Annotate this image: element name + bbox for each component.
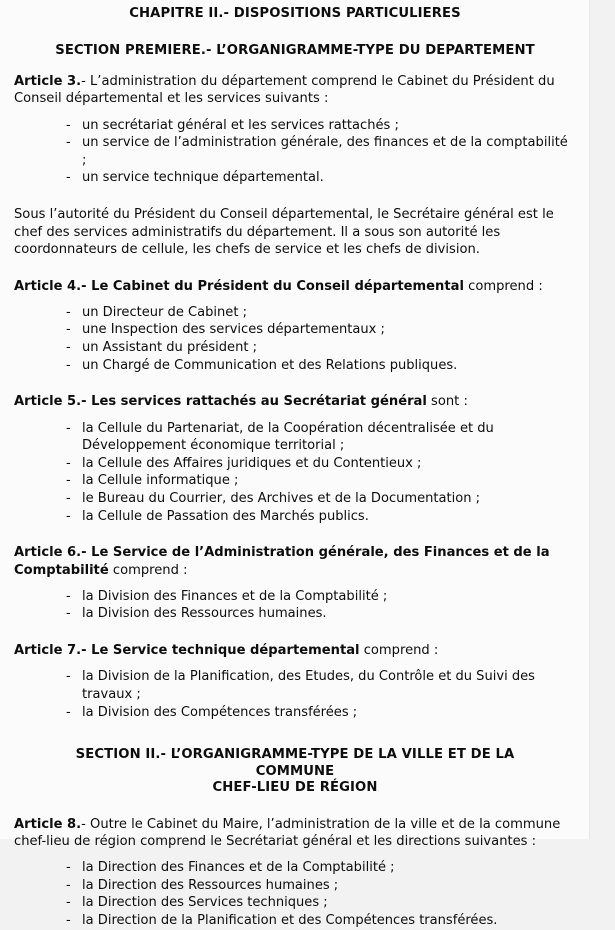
list-item (14, 117, 576, 135)
list-item (14, 472, 576, 490)
list-item-label: la Division des Finances et de la Comptabilité ; (82, 588, 388, 604)
article-4-list (14, 304, 576, 374)
list-item (14, 357, 576, 375)
dash-marker: - (66, 170, 71, 186)
dash-marker: - (66, 704, 71, 720)
article-3-paragraph (14, 73, 576, 108)
dash-marker: - (66, 669, 71, 685)
dash-marker: - (66, 588, 71, 604)
section-two-heading-line-2: CHEF-LIEU DE RÉGION (212, 780, 378, 796)
list-item (14, 490, 576, 508)
dash-marker: - (66, 117, 71, 133)
list-item-label: un service de l’administration générale, des finances et de la comptabilité ; (82, 135, 568, 168)
dash-marker: - (66, 357, 71, 373)
article-3-lead: Article 3. (14, 74, 82, 89)
article-7-body: comprend : (359, 643, 439, 659)
dash-marker: - (66, 860, 71, 876)
list-item-label: la Division des Ressources humaines. (82, 606, 327, 622)
article-4-paragraph (14, 278, 576, 295)
article-4-lead: Article 4.- Le Cabinet du Président du Conseil départemental (14, 278, 464, 294)
list-item-label: la Cellule des Affaires juridiques et du Contentieux ; (82, 455, 422, 471)
list-item (14, 169, 576, 187)
article-6-paragraph (14, 544, 576, 579)
article-6-body: comprend : (108, 562, 188, 578)
list-item-label: la Cellule informatique ; (82, 473, 239, 489)
page-edge-seam (589, 0, 590, 839)
dash-marker: - (66, 322, 71, 338)
list-item-label: un Assistant du président ; (82, 340, 258, 356)
dash-marker: - (66, 895, 71, 911)
list-item-label: la Division de la Planification, des Etudes, du Contrôle et du Suivi des travaux ; (82, 669, 535, 702)
list-item (14, 339, 576, 357)
list-item-label: la Cellule de Passation des Marchés publics. (82, 508, 369, 524)
dash-marker: - (66, 304, 71, 320)
list-item-label: la Division des Compétences transférées ; (82, 704, 358, 720)
article-5-lead: Article 5.- Les services rattachés au Secrétariat général (14, 394, 427, 410)
dash-marker: - (66, 135, 71, 151)
dash-marker: - (66, 340, 71, 356)
article-7-lead: Article 7.- Le Service technique départemental (14, 643, 360, 659)
list-item (14, 894, 576, 912)
article-8-body: - Outre le Cabinet du Maire, l’administration de la ville et de la commune chef-lieu de région comprend le Secrétariat général et les directions suivantes : (14, 816, 561, 849)
dash-marker: - (66, 420, 71, 436)
list-item-label: la Direction des Finances et de la Comptabilité ; (82, 860, 395, 876)
list-item (14, 704, 576, 722)
list-item (14, 912, 576, 930)
dash-marker: - (66, 913, 71, 929)
list-item-label: un Directeur de Cabinet ; (82, 304, 247, 320)
list-item-label: une Inspection des services départementaux ; (82, 322, 385, 338)
article-8-lead: Article 8. (14, 816, 82, 832)
section-two-heading-line-1: SECTION II.- L’ORGANIGRAMME-TYPE DE LA VILLE ET DE LA COMMUNE (75, 747, 515, 779)
secretaire-general-paragraph: Sous l’autorité du Président du Conseil départemental, le Secrétaire général est le chef des services administratifs du département. Il a sous son autorité les coordonnateurs de cellule, les chefs de service et les chefs de division. (14, 207, 554, 258)
dash-marker: - (66, 455, 71, 471)
dash-marker: - (66, 473, 71, 489)
dash-marker: - (66, 491, 71, 507)
list-item (14, 588, 576, 606)
list-item (14, 859, 576, 877)
section-two-heading (14, 747, 576, 797)
list-item-label: la Direction des Services techniques ; (82, 895, 328, 911)
article-5-list (14, 420, 576, 526)
article-4-body: comprend : (463, 278, 543, 294)
list-item (14, 455, 576, 473)
list-item-label: un Chargé de Communication et des Relations publiques. (82, 357, 458, 373)
list-item-label: la Direction de la Planification et des Compétences transférées. (82, 913, 498, 929)
list-item-label: la Direction des Ressources humaines ; (82, 877, 339, 893)
list-item-label: la Cellule du Partenariat, de la Coopération décentralisée et du Développement économique territorial ; (82, 420, 494, 454)
article-6-list (14, 588, 576, 623)
chapter-heading: CHAPITRE II.- DISPOSITIONS PARTICULIERES (129, 6, 461, 21)
article-6-lead: Article 6.- Le Service de l’Administration générale, des Finances et de la Comptabilité (14, 545, 550, 578)
article-5-paragraph (14, 393, 576, 410)
article-3-list (14, 117, 576, 187)
list-item-label: le Bureau du Courrier, des Archives et de la Documentation ; (82, 491, 481, 507)
dash-marker: - (66, 606, 71, 622)
dash-marker: - (66, 508, 71, 524)
list-item-label: un secrétariat général et les services rattachés ; (82, 117, 399, 133)
list-item-label: un service technique départemental. (82, 170, 324, 186)
article-8-list (14, 859, 576, 929)
list-item (14, 877, 576, 895)
article-7-paragraph (14, 642, 576, 659)
list-item (14, 321, 576, 339)
article-7-list (14, 668, 576, 721)
list-item (14, 668, 576, 703)
list-item (14, 605, 576, 623)
list-item (14, 420, 576, 455)
article-3-body: - L’administration du département comprend le Cabinet du Président du Conseil départemental et les services suivants : (14, 74, 555, 107)
list-item (14, 508, 576, 526)
section-one-heading: SECTION PREMIERE.- L’ORGANIGRAMME-TYPE DU DEPARTEMENT (55, 42, 535, 58)
article-8-paragraph (14, 816, 576, 851)
list-item (14, 134, 576, 169)
article-5-body: sont : (426, 394, 468, 410)
dash-marker: - (66, 877, 71, 893)
list-item (14, 304, 576, 322)
